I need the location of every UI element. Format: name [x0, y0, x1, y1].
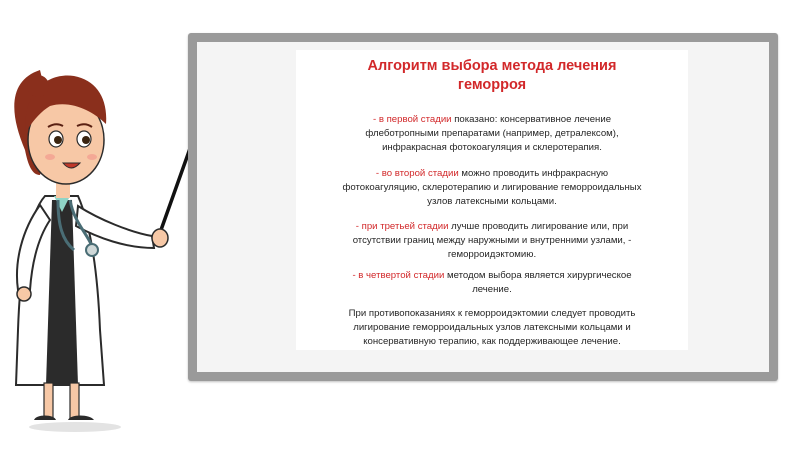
stethoscope-chestpiece [86, 244, 98, 256]
stage-3-text-l1: лучше проводить лигирование или, при [448, 221, 629, 232]
stage-3-text-l3: геморроидэктомию. [447, 249, 537, 260]
right-leg [70, 383, 79, 419]
left-hand [17, 287, 31, 301]
stage-3-text-l2: отсутствии границ между наружными и внутренними узлами, - [352, 235, 632, 246]
footer-text-l3: консервативную терапию, как поддерживающее лечение. [363, 336, 621, 347]
left-cheek [45, 154, 55, 160]
footer-text-l2: лигирование геморроидальных узлов латексными кольцами и [353, 322, 631, 333]
stage-1-text-l1: показано: консервативное лечение [451, 114, 612, 125]
stage-4-text-l1: методом выбора является хирургическое [444, 270, 632, 281]
left-leg [44, 383, 53, 419]
footer-text-l1: При противопоказаниях к геморроидэктомии следует проводить [348, 308, 636, 319]
stage-2-text-l2: фотокоагуляцию, склеротерапию и лигирование геморроидальных [342, 182, 642, 193]
stage-2-item [302, 167, 682, 209]
footer-note [302, 307, 682, 349]
stage-4-item [302, 269, 682, 297]
right-pupil [82, 136, 90, 144]
doctor-illustration [0, 0, 210, 450]
right-hand [152, 229, 168, 247]
hair-bun [27, 75, 49, 97]
stage-1-highlight: - в первой стадии [372, 114, 452, 125]
stage-4-highlight: - в четвертой стадии [352, 270, 445, 281]
stage-3-item [302, 220, 682, 262]
right-cheek [87, 154, 97, 160]
card-title [296, 57, 688, 95]
left-pupil [54, 136, 62, 144]
stage-2-text-l3: узлов латексными кольцами. [427, 196, 557, 207]
content-card [296, 50, 688, 350]
stage-3-highlight: - при третьей стадии [355, 221, 449, 232]
stage-2-highlight: - во второй стадии [375, 168, 459, 179]
title-line-1: Алгоритм выбора метода лечения [367, 58, 617, 74]
stage-2-text-l1: можно проводить инфракрасную [458, 168, 609, 179]
stage-4-text-l2: лечение. [472, 284, 512, 295]
ground-shadow [29, 422, 121, 432]
stage-1-item [302, 113, 682, 155]
stage-1-text-l3: инфракрасная фотокоагуляция и склеротерапия. [382, 142, 602, 153]
stage-1-text-l2: флеботропными препаратами (например, детралексом), [365, 128, 619, 139]
title-line-2: геморроя [457, 77, 527, 93]
